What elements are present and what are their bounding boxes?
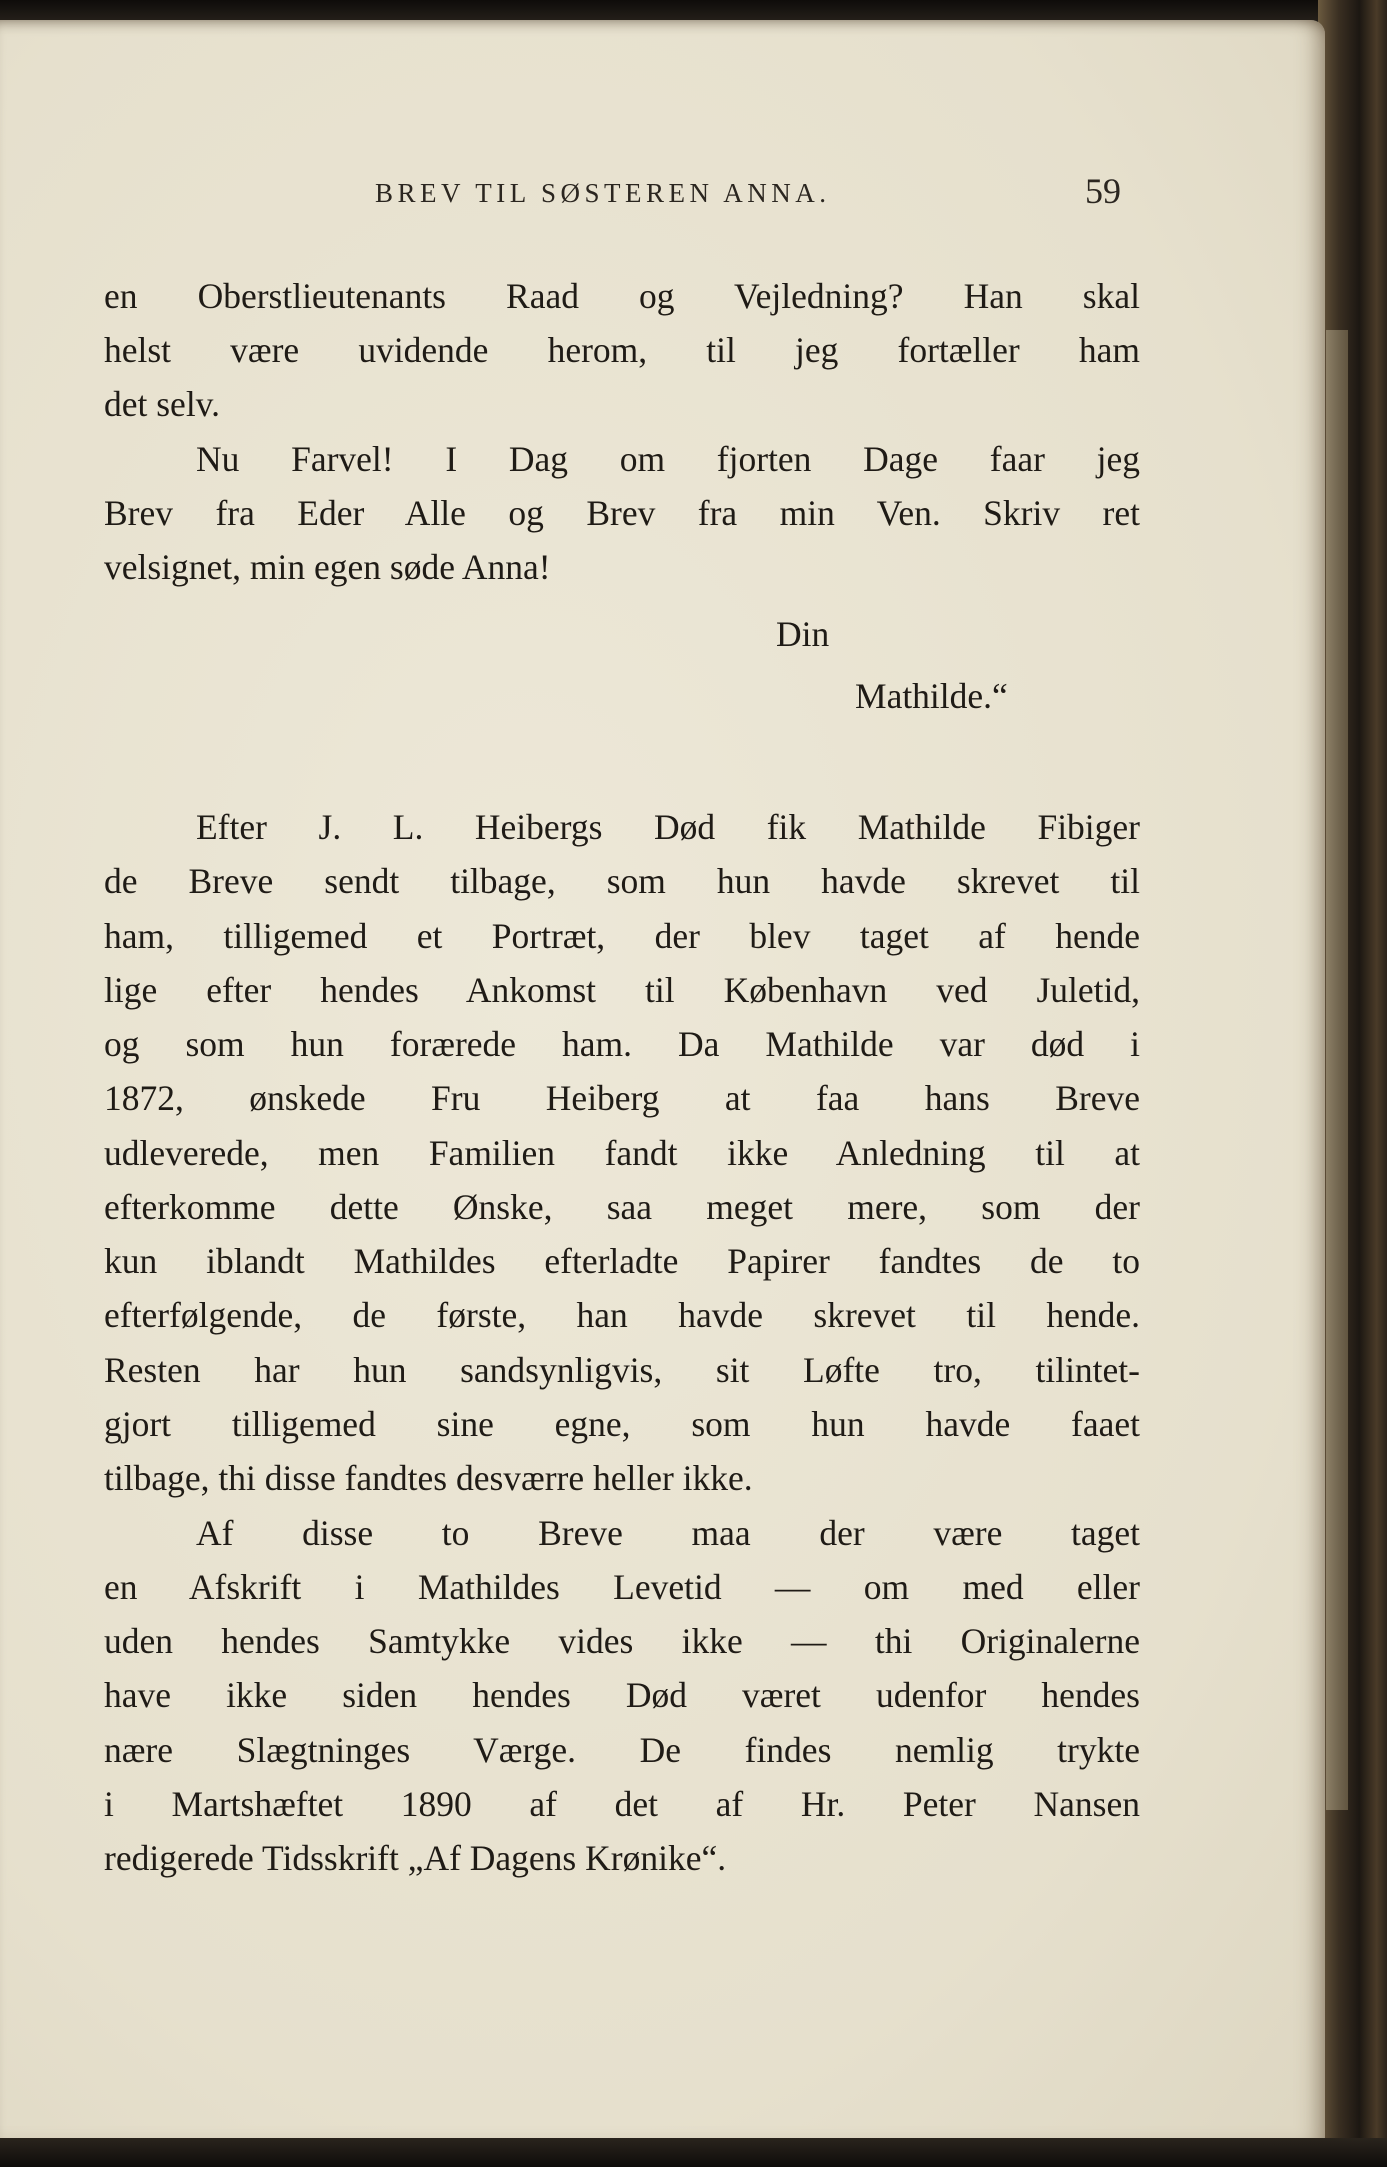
- body-line: lige efter hendes Ankomst til København ved Juletid,: [104, 970, 1140, 1010]
- spine-highlight: [1326, 330, 1348, 1810]
- letter-signature: Mathilde.“: [855, 676, 1008, 716]
- body-line: efterfølgende, de første, han havde skrevet til hende.: [104, 1295, 1140, 1335]
- letter-line: en Oberstlieutenants Raad og Vejledning? Han skal: [104, 276, 1140, 316]
- running-head: BREV TIL SØSTEREN ANNA.: [375, 178, 831, 208]
- book-bottom-edge: [0, 2138, 1387, 2167]
- letter-line: Nu Farvel! I Dag om fjorten Dage faar jeg: [196, 439, 1140, 479]
- letter-closing: Din: [776, 614, 830, 654]
- body-line: uden hendes Samtykke vides ikke — thi Originalerne: [104, 1621, 1140, 1661]
- body-line: redigerede Tidsskrift „Af Dagens Krønike“.: [104, 1838, 727, 1878]
- body-line: udleverede, men Familien fandt ikke Anledning til at: [104, 1133, 1140, 1173]
- body-line: og som hun forærede ham. Da Mathilde var død i: [104, 1024, 1140, 1064]
- letter-line: helst være uvidende herom, til jeg fortæller ham: [104, 330, 1140, 370]
- body-line: nære Slægtninges Værge. De findes nemlig trykte: [104, 1730, 1140, 1770]
- body-line: efterkomme dette Ønske, saa meget mere, som der: [104, 1187, 1140, 1227]
- body-line: Efter J. L. Heibergs Død fik Mathilde Fibiger: [196, 807, 1140, 847]
- body-line: kun iblandt Mathildes efterladte Papirer fandtes de to: [104, 1241, 1140, 1281]
- body-line: de Breve sendt tilbage, som hun havde skrevet til: [104, 861, 1140, 901]
- body-line: ham, tilligemed et Portræt, der blev taget af hende: [104, 916, 1140, 956]
- body-line: gjort tilligemed sine egne, som hun havde faaet: [104, 1404, 1140, 1444]
- page-number: 59: [1085, 171, 1121, 211]
- body-line: 1872, ønskede Fru Heiberg at faa hans Breve: [104, 1078, 1140, 1118]
- body-line: en Afskrift i Mathildes Levetid — om med eller: [104, 1567, 1140, 1607]
- body-line: i Martshæftet 1890 af det af Hr. Peter Nansen: [104, 1784, 1140, 1824]
- letter-line: det selv.: [104, 384, 220, 424]
- body-line: tilbage, thi disse fandtes desværre heller ikke.: [104, 1458, 753, 1498]
- body-line: have ikke siden hendes Død været udenfor hendes: [104, 1675, 1140, 1715]
- book-page: [0, 20, 1325, 2140]
- body-line: Resten har hun sandsynligvis, sit Løfte tro, tilintet-: [104, 1350, 1140, 1390]
- letter-line: Brev fra Eder Alle og Brev fra min Ven. Skriv ret: [104, 493, 1140, 533]
- body-line: Af disse to Breve maa der være taget: [196, 1513, 1140, 1553]
- letter-line: velsignet, min egen søde Anna!: [104, 547, 551, 587]
